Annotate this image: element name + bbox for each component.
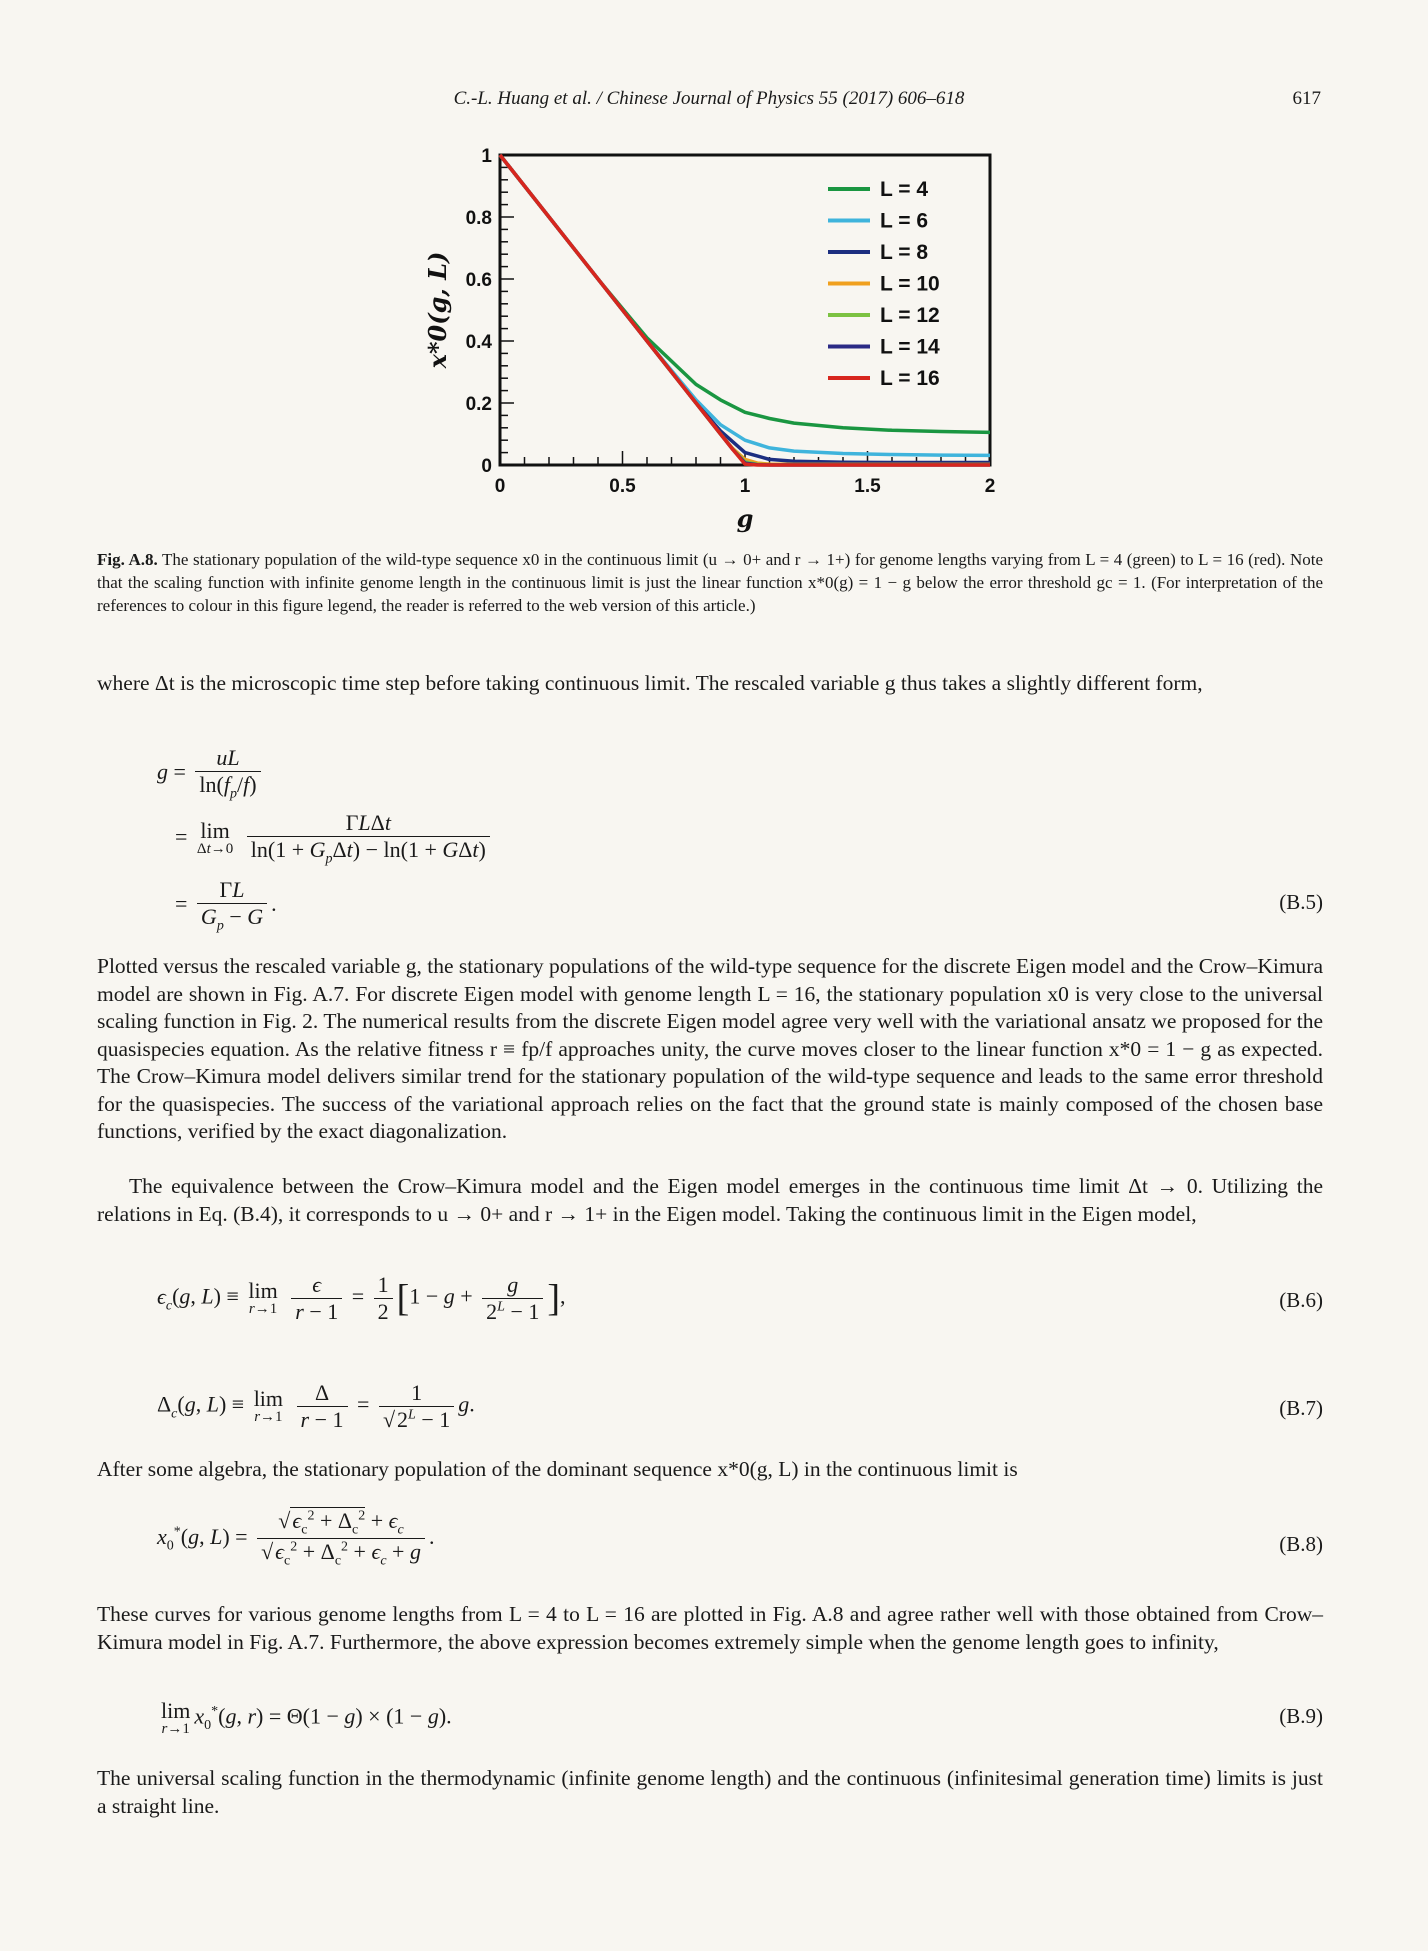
paragraph-6: The universal scaling function in the thermodynamic (infinite genome length) and the continuous (infinitesimal generation time) limits is just a straight line. [97,1766,1323,1818]
legend-label-5: L = 12 [880,304,940,327]
caption-label: Fig. A.8. [97,550,158,569]
equation-number-b6: (B.6) [1279,1288,1323,1312]
y-tick-label: 1 [481,146,492,167]
equation-number-b8: (B.8) [1279,1532,1323,1556]
x-tick-label: 0.5 [609,476,636,497]
equation-b9: lim r→1 $x_0^*(g$, r) = Θ(1 − g) × (1 − g). (B.9) [161,1698,1323,1737]
legend-label-2: L = 6 [880,209,929,233]
equation-b5: g = $\frac{uL}{\ln(f_p/f)}$ = lim Δt→0 $\frac{\text{ΓLΔt}}{\ln(1 + G_p\Delta t) - \ln(1 + G\Delta t)}$ = $\frac{\Gamma L}{G_p - G}$ . (B.5) [157,745,1323,934]
legend-label-7: L = 16 [880,367,940,390]
x-tick-label: 0 [494,476,506,497]
legend-label-4: L = 10 [880,272,940,296]
legend-label-3: L = 8 [880,241,929,264]
legend-label-6: L = 14 [880,335,940,359]
equation-b7: $\Delta_c(g$, L) ≡ lim r→1 $\frac{\Delta}{r - 1}$ = $\frac{1}{√2^L - 1}$ g. (B.7) [157,1380,1323,1432]
equation-b8: $x_0^*(g$, L) = $\frac{√\epsilon_c^2 + \Delta_c^2 + \epsilon_c}{√\epsilon_c^2 + \Delta_c^2 + \epsilon_c + g}$ . (B.8) [157,1508,1323,1569]
paragraph-1: where Δt is the microscopic time step before taking continuous limit. The rescaled variable g thus takes a slightly different form, [97,671,1203,695]
y-tick-label: 0.8 [465,208,492,229]
equation-b6: $\epsilon_c(g$, L) ≡ lim r→1 $\frac{\epsilon}{r - 1}$ = $\frac{1}{2}$ [1 − g + $\frac{g}{2^L - 1}$ ], (B.6) [157,1272,1323,1324]
paragraph-3: The equivalence between the Crow–Kimura model and the Eigen model emerges in the continuous time limit Δt → 0. Utilizing the relations in Eq. (B.4), it corresponds to u → 0+ and r → 1+ in the Eigen model. Taking the continuous limit in the Eigen model, [97,1174,1323,1226]
legend-label-1: L = 4 [880,178,929,201]
paragraph-4: After some algebra, the stationary population of the dominant sequence x*0(g, L) in the continuous limit is [97,1457,1018,1481]
y-tick-label: 0.6 [465,270,492,291]
paragraph-5: These curves for various genome lengths from L = 4 to L = 16 are plotted in Fig. A.8 and agree rather well with those obtained from Crow–Kimura model in Fig. A.7. Furthermore, the above expression becomes extremely simple when the genome length goes to infinity, [97,1602,1323,1654]
running-head: C.-L. Huang et al. / Chinese Journal of Physics 55 (2017) 606–618 [453,88,965,109]
page-number: 617 [1292,88,1321,109]
x-tick-label: 2 [984,476,996,497]
y-tick-label: 0.4 [465,332,492,353]
equation-number-b5: (B.5) [1279,890,1323,914]
x-tick-label: 1 [739,476,751,497]
caption-text: The stationary population of the wild-type sequence x0 in the continuous limit (u → 0+ and r → 1+) for genome lengths varying from L = 4 (green) to L = 16 (red). Note that the scaling function with infinite genome length in the continuous limit is just the linear function x*0(g) = 1 − g below the error threshold gc = 1. (For interpretation of the references to colour in this figure legend, the reader is referred to the web version of this article.) [97,550,1323,615]
x-axis-label: g [736,504,754,533]
x-tick-label: 1.5 [854,476,881,497]
y-tick-label: 0 [481,456,492,477]
equation-number-b9: (B.9) [1279,1704,1323,1728]
figure-caption [97,548,1323,617]
y-axis-label: x*0(g, L) [423,251,452,369]
equation-number-b7: (B.7) [1279,1396,1323,1420]
paragraph-2: Plotted versus the rescaled variable g, the stationary populations of the wild-type sequence for the discrete Eigen model and the Crow–Kimura model are shown in Fig. A.7. For discrete Eigen model with genome length L = 16, the stationary population x0 is very close to the universal scaling function in Fig. 2. The numerical results from the discrete Eigen model agree very well with the variational ansatz we proposed for the quasispecies equation. As the relative fitness r ≡ fp/f approaches unity, the curve moves closer to the linear function x*0 = 1 − g as expected. The Crow–Kimura model delivers similar trend for the stationary population of the wild-type sequence and leads to the same error threshold for the quasispecies. The success of the variational approach relies on the fact that the ground state is mainly composed of the chosen base functions, verified by the exact diagonalization. [97,954,1323,1143]
figure-chart [400,140,1020,535]
y-tick-label: 0.2 [465,394,492,415]
